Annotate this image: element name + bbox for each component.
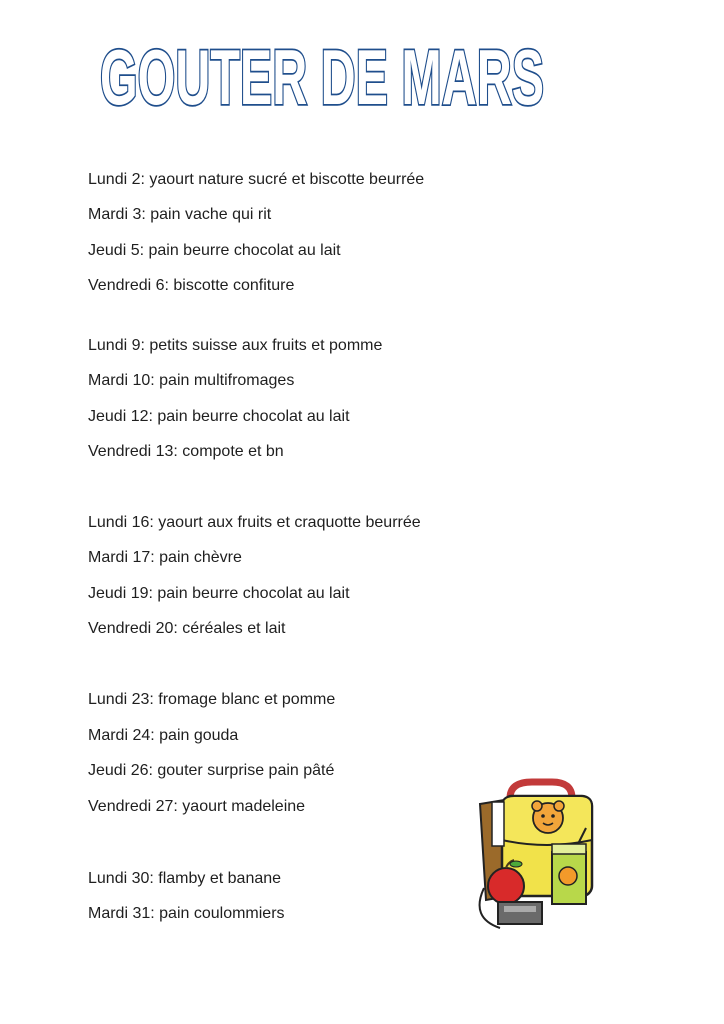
page-title-text: GOUTER DE MARS (100, 34, 544, 120)
menu-line: Jeudi 5: pain beurre chocolat au lait (88, 242, 341, 259)
menu-line: Mardi 17: pain chèvre (88, 549, 242, 566)
menu-line: Vendredi 6: biscotte confiture (88, 277, 295, 294)
menu-line: Lundi 9: petits suisse aux fruits et pomme (88, 337, 383, 354)
menu-line: Lundi 23: fromage blanc et pomme (88, 691, 336, 708)
menu-line: Mardi 3: pain vache qui rit (88, 206, 272, 223)
menu-line: Jeudi 19: pain beurre chocolat au lait (88, 585, 350, 602)
menu-line: Lundi 30: flamby et banane (88, 870, 282, 887)
menu-line: Vendredi 20: céréales et lait (88, 620, 286, 637)
menu-line: Mardi 10: pain multifromages (88, 372, 295, 389)
menu-line: Lundi 16: yaourt aux fruits et craquotte beurrée (88, 514, 421, 531)
menu-line: Jeudi 26: gouter surprise pain pâté (88, 762, 335, 779)
menu-line: Mardi 31: pain coulommiers (88, 905, 285, 922)
menu-line: Mardi 24: pain gouda (88, 727, 239, 744)
menu-line: Jeudi 12: pain beurre chocolat au lait (88, 408, 350, 425)
school-bag-snack-icon (440, 778, 632, 938)
menu-line: Vendredi 27: yaourt madeleine (88, 798, 306, 815)
menu-line: Lundi 2: yaourt nature sucré et biscotte beurrée (88, 171, 425, 188)
menu-line: Vendredi 13: compote et bn (88, 443, 284, 460)
page-title (96, 34, 548, 120)
